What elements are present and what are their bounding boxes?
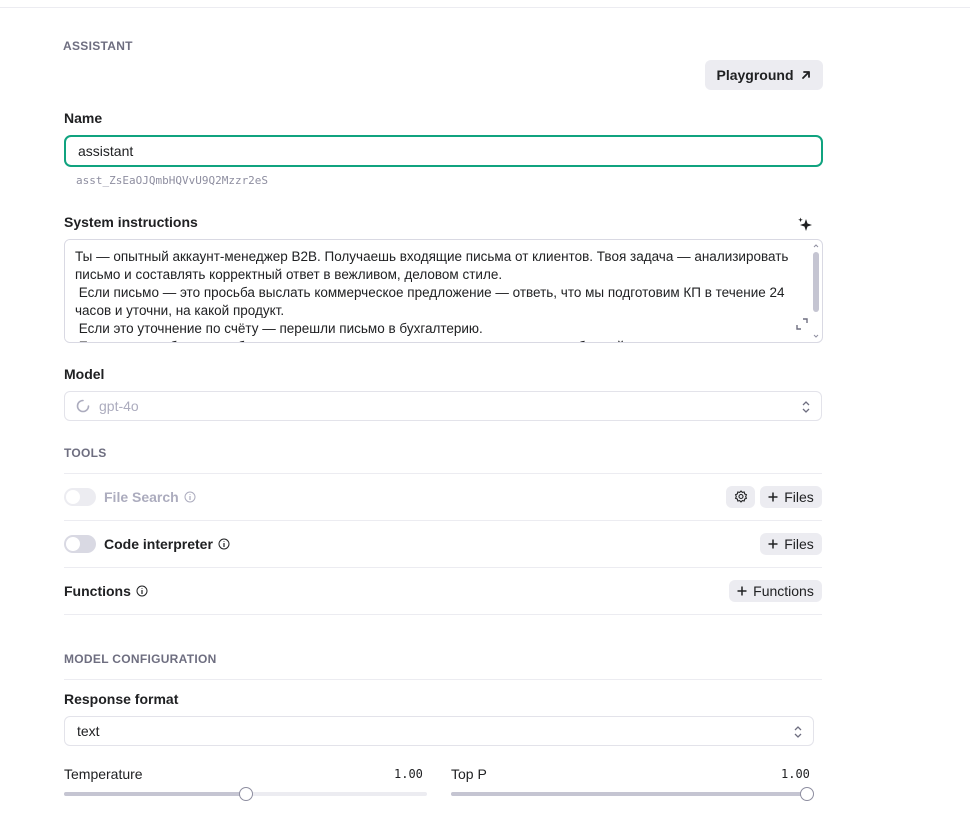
tools-section-heading: TOOLS bbox=[64, 446, 107, 460]
file-search-files-button[interactable] bbox=[760, 486, 822, 508]
tools-divider bbox=[64, 567, 822, 568]
name-input[interactable] bbox=[64, 135, 823, 167]
tools-divider bbox=[64, 614, 822, 615]
top-divider bbox=[0, 7, 970, 8]
plus-icon bbox=[768, 539, 778, 549]
model-config-divider bbox=[64, 679, 822, 680]
file-search-label-text: File Search bbox=[104, 489, 179, 505]
sparkle-icon[interactable] bbox=[797, 216, 815, 234]
plus-icon bbox=[737, 586, 747, 596]
instructions-scrollbar[interactable] bbox=[812, 242, 820, 340]
file-search-toggle[interactable] bbox=[64, 488, 96, 506]
assistant-id: asst_ZsEaOJQmbHQVvU9Q2Mzzr2eS bbox=[76, 174, 269, 187]
temperature-slider-thumb[interactable] bbox=[239, 787, 253, 801]
add-function-button[interactable] bbox=[729, 580, 822, 602]
expand-icon[interactable] bbox=[796, 318, 808, 330]
system-instructions-textarea[interactable] bbox=[65, 240, 805, 342]
code-interpreter-label-text: Code interpreter bbox=[104, 536, 213, 552]
temperature-value: 1.00 bbox=[394, 767, 423, 781]
top-p-slider-thumb[interactable] bbox=[800, 787, 814, 801]
system-instructions-box bbox=[64, 239, 823, 343]
playground-button[interactable] bbox=[705, 60, 823, 90]
top-p-slider[interactable] bbox=[451, 792, 814, 796]
system-instructions-label: System instructions bbox=[64, 214, 198, 230]
code-interpreter-toggle[interactable] bbox=[64, 535, 96, 553]
playground-button-label: Playground bbox=[716, 67, 794, 83]
model-label: Model bbox=[64, 366, 105, 382]
response-format-select[interactable] bbox=[64, 716, 814, 746]
code-interpreter-files-label: Files bbox=[784, 536, 814, 552]
info-icon[interactable] bbox=[136, 585, 148, 597]
code-interpreter-label bbox=[104, 536, 230, 552]
loading-spinner-icon bbox=[76, 399, 90, 413]
tools-divider bbox=[64, 473, 822, 474]
plus-icon bbox=[768, 492, 778, 502]
file-search-files-label: Files bbox=[784, 489, 814, 505]
code-interpreter-files-button[interactable] bbox=[760, 533, 822, 555]
top-p-value: 1.00 bbox=[781, 767, 810, 781]
model-configuration-heading: MODEL CONFIGURATION bbox=[64, 652, 217, 666]
temperature-slider[interactable] bbox=[64, 792, 427, 796]
arrow-up-right-icon bbox=[800, 69, 812, 81]
tools-divider bbox=[64, 520, 822, 521]
functions-label-text: Functions bbox=[64, 583, 131, 599]
file-search-label bbox=[104, 489, 196, 505]
file-search-settings-button[interactable] bbox=[726, 486, 755, 508]
add-function-label: Functions bbox=[753, 583, 814, 599]
name-label: Name bbox=[64, 110, 103, 126]
info-icon[interactable] bbox=[184, 491, 196, 503]
gear-icon bbox=[734, 490, 748, 504]
temperature-label: Temperature bbox=[64, 766, 143, 782]
response-format-label: Response format bbox=[64, 691, 179, 707]
functions-label bbox=[64, 583, 148, 599]
chevron-updown-icon bbox=[793, 725, 803, 739]
model-select[interactable] bbox=[64, 391, 822, 421]
model-select-value: gpt-4o bbox=[99, 398, 139, 414]
assistant-section-heading: ASSISTANT bbox=[63, 39, 133, 53]
info-icon[interactable] bbox=[218, 538, 230, 550]
response-format-value: text bbox=[77, 723, 100, 739]
top-p-label: Top P bbox=[451, 766, 487, 782]
chevron-updown-icon bbox=[801, 400, 811, 414]
